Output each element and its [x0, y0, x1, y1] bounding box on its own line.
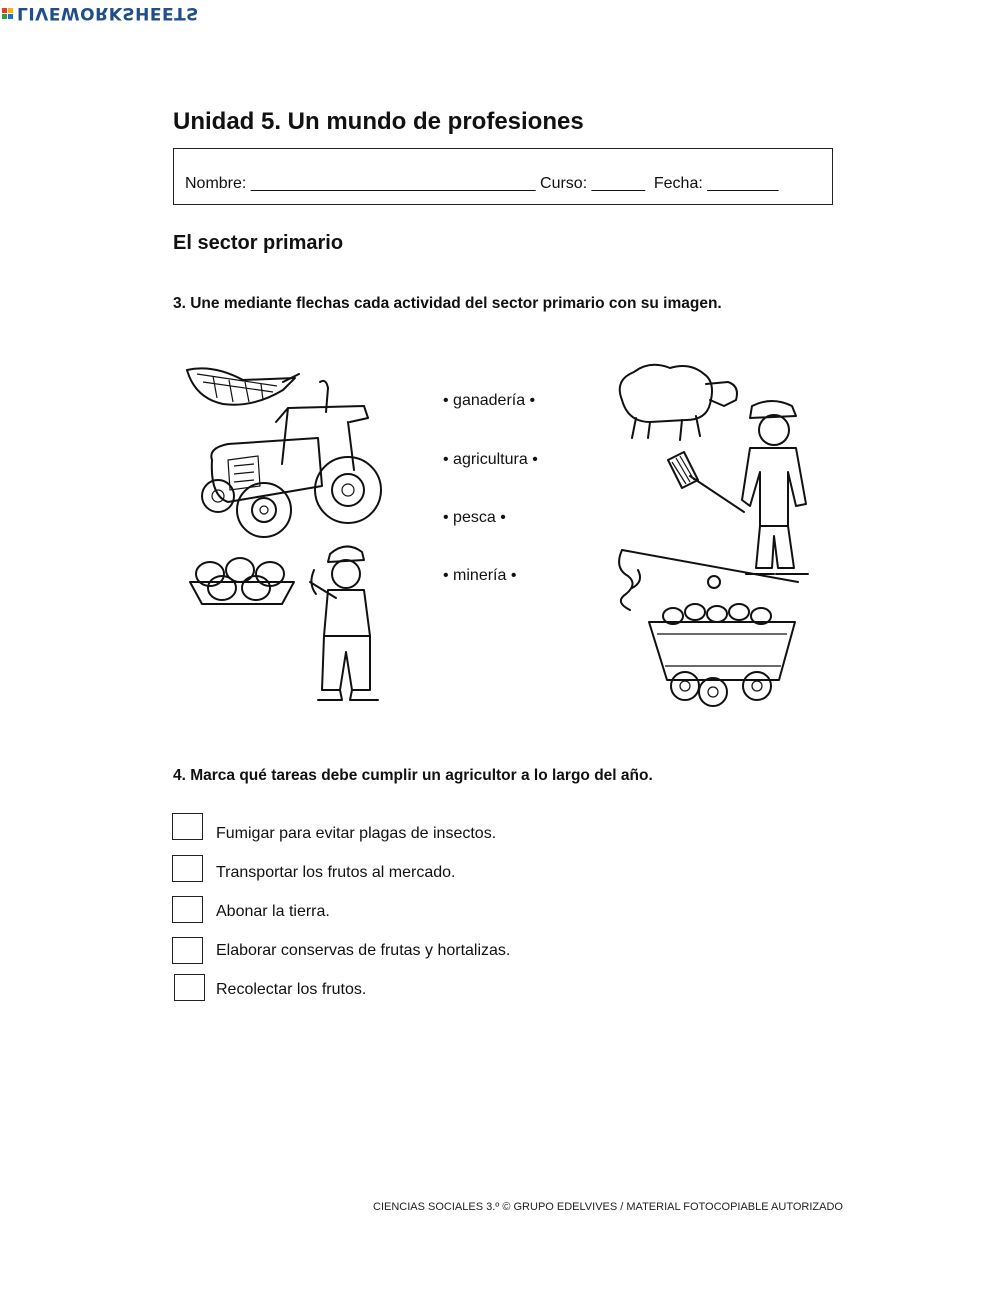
student-info-box: [173, 148, 833, 205]
option-label-elaborar: Elaborar conservas de frutas y hortalizas.: [216, 942, 511, 959]
fecha-label: Fecha:: [653, 175, 703, 192]
checkbox-elaborar[interactable]: [172, 937, 203, 964]
footer-copyright: CIENCIAS SOCIALES 3.º © GRUPO EDELVIVES / MATERIAL FOTOCOPIABLE AUTORIZADO: [373, 1201, 843, 1213]
activity-pesca[interactable]: • pesca •: [443, 509, 506, 526]
brand-square-yellow: [8, 8, 13, 13]
nombre-label: Nombre:: [185, 175, 247, 192]
mine-cart-image[interactable]: [645, 600, 799, 710]
activity-agricultura[interactable]: • agricultura •: [443, 451, 538, 468]
curso-field[interactable]: ______: [591, 175, 645, 192]
question-4-prompt: 4. Marca qué tareas debe cumplir un agricultor a lo largo del año.: [173, 767, 653, 784]
fecha-field[interactable]: ________: [707, 175, 779, 192]
brand-square-red: [2, 8, 7, 13]
student-info-line: [185, 175, 778, 193]
option-label-recolectar: Recolectar los frutos.: [216, 981, 367, 998]
eggs-image[interactable]: [186, 552, 296, 612]
checkbox-recolectar[interactable]: [174, 974, 205, 1001]
option-label-fumigar: Fumigar para evitar plagas de insectos.: [216, 825, 497, 842]
activity-ganaderia[interactable]: • ganadería •: [443, 392, 536, 409]
brand-logo-icon: [2, 8, 13, 19]
checkbox-fumigar[interactable]: [172, 813, 203, 840]
option-label-transportar: Transportar los frutos al mercado.: [216, 864, 456, 881]
nombre-field[interactable]: ________________________________: [250, 175, 536, 192]
brand-square-green: [2, 14, 7, 19]
page-title: Unidad 5. Un mundo de profesiones: [173, 108, 584, 135]
brand-logo: [0, 2, 199, 24]
brand-square-blue: [8, 14, 13, 19]
section-title: El sector primario: [173, 232, 344, 254]
checkbox-transportar[interactable]: [172, 855, 203, 882]
curso-label: Curso:: [540, 175, 588, 192]
checkbox-abonar[interactable]: [172, 896, 203, 923]
tractor-image[interactable]: [198, 378, 384, 544]
option-label-abonar: Abonar la tierra.: [216, 903, 330, 920]
brand-name: LIVEWORKSHEETS: [17, 3, 199, 23]
activity-mineria[interactable]: • minería •: [443, 567, 517, 584]
miner-image[interactable]: [306, 540, 390, 706]
question-3-prompt: 3. Une mediante flechas cada actividad del sector primario con su imagen.: [173, 295, 722, 312]
